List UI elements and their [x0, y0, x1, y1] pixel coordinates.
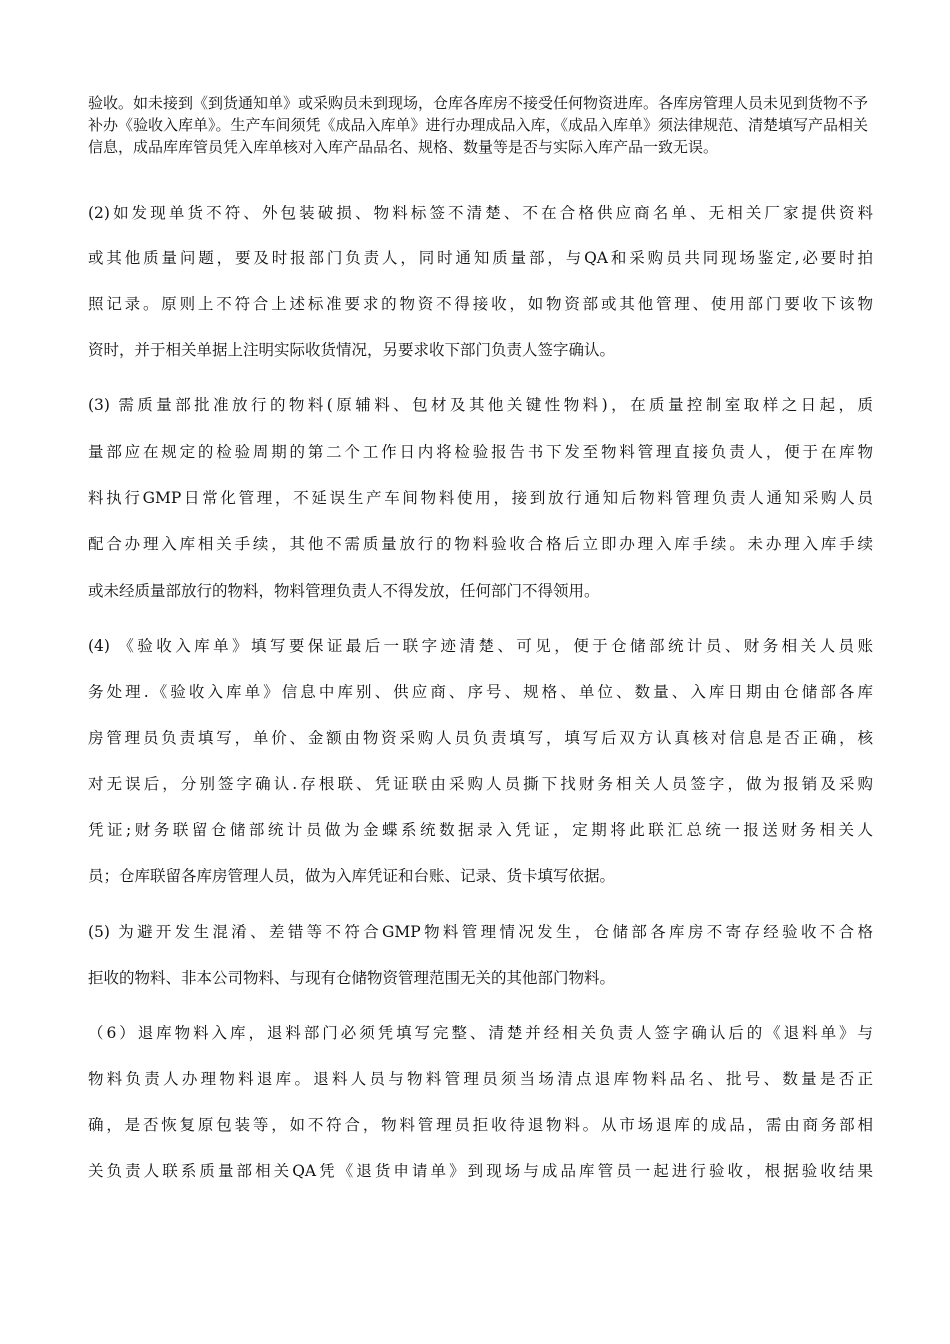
- paragraph-3-line-3: 料执行GMP日常化管理，不延误生产车间物料使用，接到放行通知后物料管理负责人通知采购人员: [88, 489, 873, 507]
- paragraph-5-line-2: 拒收的物料、非本公司物料、与现有仓储物资管理范围无关的其他部门物料。: [88, 969, 616, 987]
- paragraph-5-line-1: (5) 为避开发生混淆、差错等不符合GMP物料管理情况发生，仓储部各库房不寄存经验收不合格: [88, 923, 873, 941]
- paragraph-4-line-6: 员；仓库联留各库房管理人员，做为入库凭证和台账、记录、货卡填写依据。: [88, 867, 616, 885]
- paragraph-3-line-4: 配合办理入库相关手续，其他不需质量放行的物料验收合格后立即办理入库手续。未办理入库手续: [88, 535, 873, 553]
- paragraph-1: 验收。如未接到《到货通知单》或采购员未到现场，仓库各库房不接受任何物资进库。各库房管理人员未见到货物不予补办《验收入库单》。生产车间须凭《成品入库单》进行办理成品入库，《成品入库单》须法律规范、清楚填写产品相关信息，成品库库管员凭入库单核对入库产品品名、规格、数量等是否与实际入库产品一致无误。: [88, 94, 869, 156]
- paragraph-6-line-4: 关负责人联系质量部相关QA凭《退货申请单》到现场与成品库管员一起进行验收，根据验收结果: [88, 1162, 873, 1180]
- paragraph-6-line-2: 物料负责人办理物料退库。退料人员与物料管理员须当场清点退库物料品名、批号、数量是否正: [88, 1070, 873, 1088]
- paragraph-4-line-5: 凭证;财务联留仓储部统计员做为金蝶系统数据录入凭证，定期将此联汇总统一报送财务相关人: [88, 821, 873, 839]
- paragraph-6-line-1: （6）退库物料入库，退料部门必须凭填写完整、清楚并经相关负责人签字确认后的《退料单》与: [88, 1024, 873, 1042]
- paragraph-2-line-1: (2)如发现单货不符、外包装破损、物料标签不清楚、不在合格供应商名单、无相关厂家提供资料: [88, 204, 873, 222]
- paragraph-4-line-1: (4) 《验收入库单》填写要保证最后一联字迹清楚、可见，便于仓储部统计员、财务相关人员账: [88, 637, 873, 655]
- paragraph-2-line-2: 或其他质量问题，要及时报部门负责人，同时通知质量部，与QA和采购员共同现场鉴定,必要时拍: [88, 249, 873, 267]
- paragraph-2-line-4: 资时，并于相关单据上注明实际收货情况，另要求收下部门负责人签字确认。: [88, 341, 616, 359]
- paragraph-6-line-3: 确，是否恢复原包装等，如不符合，物料管理员拒收待退物料。从市场退库的成品，需由商务部相: [88, 1116, 873, 1134]
- paragraph-4-line-2: 务处理.《验收入库单》信息中库别、供应商、序号、规格、单位、数量、入库日期由仓储部各库: [88, 683, 873, 701]
- paragraph-3-line-2: 量部应在规定的检验周期的第二个工作日内将检验报告书下发至物料管理直接负责人，便于在库物: [88, 443, 873, 461]
- paragraph-4-line-4: 对无误后，分别签字确认.存根联、凭证联由采购人员撕下找财务相关人员签字，做为报销及采购: [88, 775, 873, 793]
- paragraph-2-line-3: 照记录。原则上不符合上述标准要求的物资不得接收，如物资部或其他管理、使用部门要收下该物: [88, 295, 873, 313]
- paragraph-3-line-1: (3) 需质量部批准放行的物料(原辅料、包材及其他关键性物料)，在质量控制室取样之日起，质: [88, 396, 873, 414]
- paragraph-4-line-3: 房管理员负责填写，单价、金额由物资采购人员负责填写，填写后双方认真核对信息是否正确，核: [88, 729, 873, 747]
- paragraph-3-line-5: 或未经质量部放行的物料，物料管理负责人不得发放，任何部门不得领用。: [88, 582, 600, 600]
